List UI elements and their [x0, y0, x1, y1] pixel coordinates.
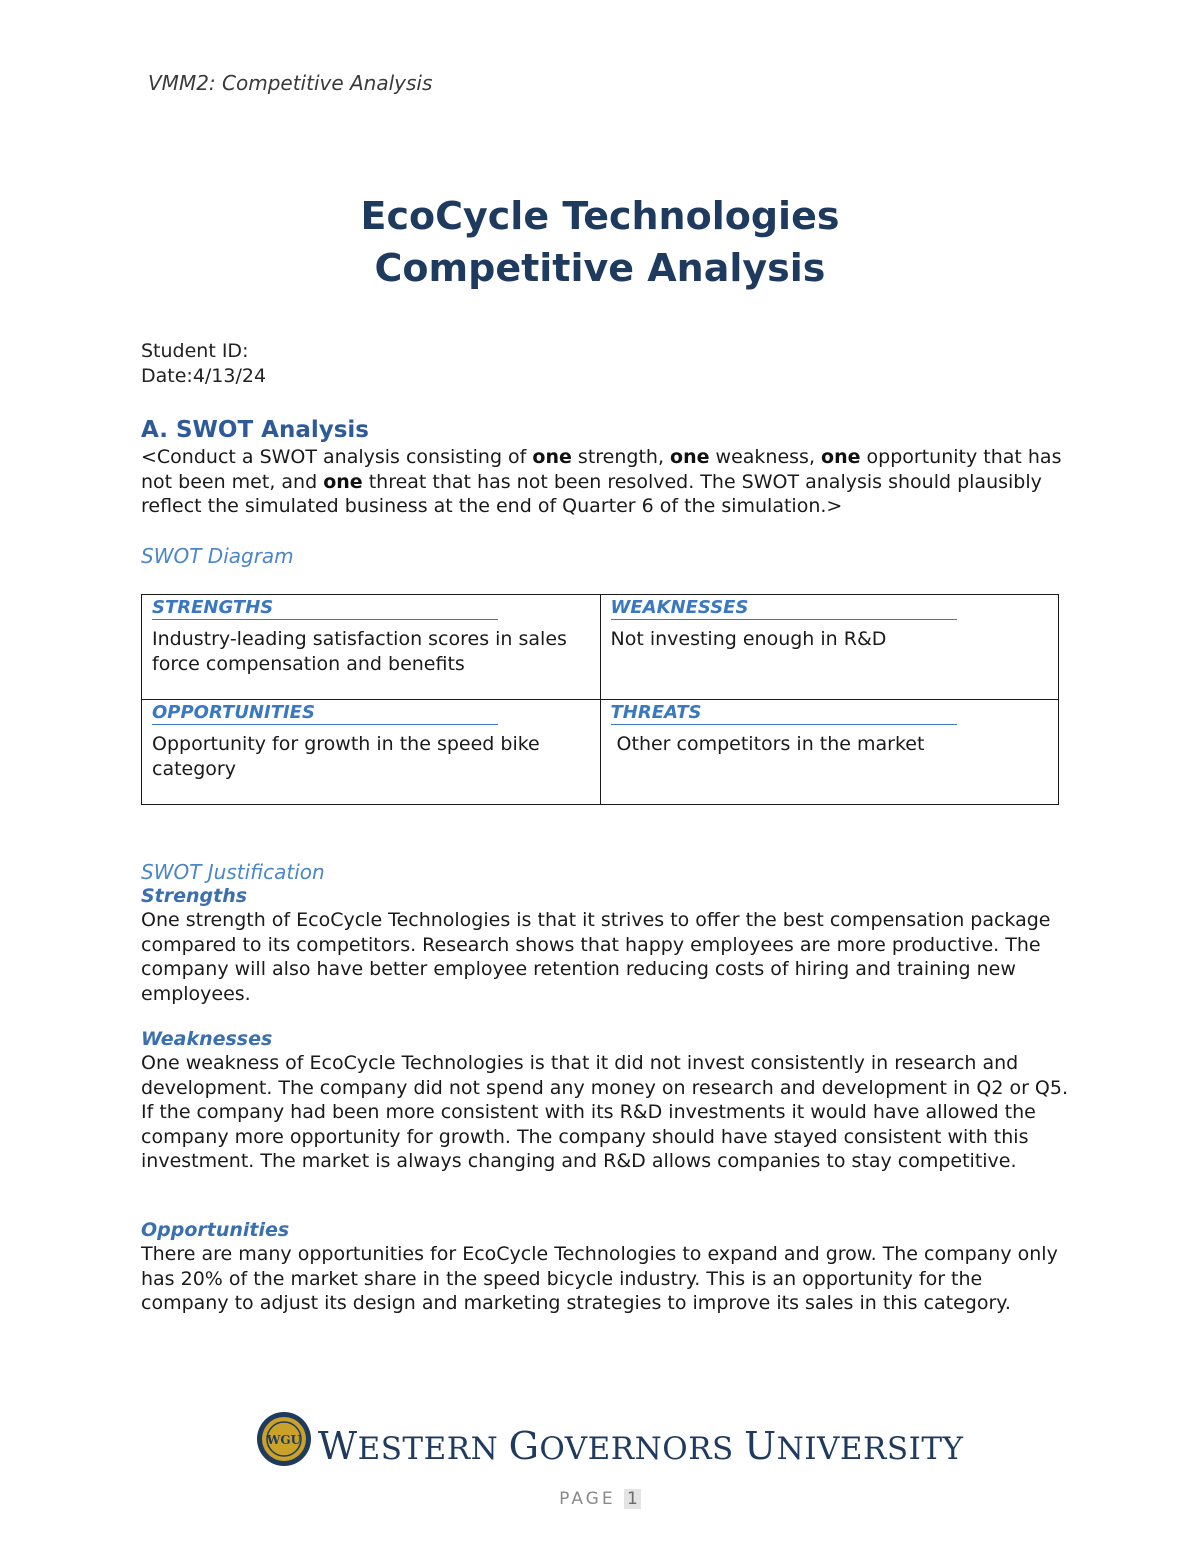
logo-letter-u: U — [744, 1424, 777, 1468]
swot-cell-weaknesses — [600, 595, 1059, 700]
section-a-heading: A. SWOT Analysis — [141, 417, 369, 443]
logo-letter-w: W — [318, 1424, 358, 1468]
student-meta — [141, 339, 266, 389]
instr-text-3: weakness, — [709, 446, 822, 468]
wgu-wordmark — [318, 1424, 964, 1468]
instr-bold-1: one — [532, 446, 572, 468]
wgu-seal-icon — [256, 1411, 312, 1467]
logo-word-niversity: NIVERSITY — [776, 1431, 964, 1467]
page-label: PAGE — [559, 1489, 616, 1509]
opportunities-heading: Opportunities — [141, 1219, 290, 1241]
swot-cell-strengths — [142, 595, 601, 700]
swot-instructions — [141, 445, 1071, 519]
date-line: Date:4/13/24 — [141, 365, 267, 387]
swot-justification-heading: SWOT Justification — [141, 860, 325, 884]
strengths-label: STRENGTHS — [152, 597, 498, 620]
logo-word-estern: ESTERN — [357, 1431, 509, 1467]
logo-word-overnors: OVERNORS — [539, 1431, 745, 1467]
student-id-line: Student ID: — [141, 340, 249, 362]
weaknesses-heading: Weaknesses — [141, 1028, 273, 1050]
threats-text: Other competitors in the market — [610, 733, 925, 755]
logo-letter-g: G — [508, 1424, 540, 1468]
instr-bold-4: one — [323, 470, 363, 493]
svg-text:WGU: WGU — [266, 1433, 302, 1447]
opportunities-text: Opportunity for growth in the speed bike category — [152, 733, 540, 780]
swot-cell-threats — [600, 700, 1059, 805]
instr-text-2: strength, — [571, 446, 671, 468]
running-header: VMM2: Competitive Analysis — [148, 71, 433, 95]
instr-text-5: threat that has not been resolved. The SWOT analysis should plausibly reflect the simulated business at the end of Quarter 6 of the simulation.> — [141, 470, 1042, 517]
strengths-text: Industry-leading satisfaction scores in sales force compensation and benefits — [152, 628, 567, 675]
instr-text-1: <Conduct a SWOT analysis consisting of — [141, 446, 533, 468]
instr-text-4: opportunity that has not been met, and — [141, 446, 1062, 493]
swot-diagram-heading: SWOT Diagram — [141, 544, 294, 568]
strengths-heading: Strengths — [141, 885, 248, 907]
weaknesses-text: Not investing enough in R&D — [610, 628, 887, 650]
title-line-2: Competitive Analysis — [374, 246, 826, 290]
strengths-paragraph: One strength of EcoCycle Technologies is that it strives to offer the best compensation package compared to its competitors. Research shows that happy employees are more productive. The company will also have better employee retention reducing costs of hiring and training new employees. — [141, 909, 1051, 1005]
page-number: 1 — [624, 1489, 641, 1509]
instr-bold-3: one — [821, 446, 861, 468]
opportunities-label: OPPORTUNITIES — [152, 702, 498, 725]
swot-cell-opportunities — [142, 700, 601, 805]
swot-table — [141, 594, 1059, 805]
document-title — [0, 190, 1200, 294]
threats-label: THREATS — [611, 702, 957, 725]
weaknesses-paragraph: One weakness of EcoCycle Technologies is that it did not invest consistently in research and development. The company did not spend any money on research and development in Q2 or Q5. If the company had been more consistent with its R&D investments it would have allowed the company more opportunity for growth. The company should have stayed consistent with this investment. The market is always changing and R&D allows companies to stay competitive. — [141, 1052, 1069, 1172]
opportunities-paragraph: There are many opportunities for EcoCycle Technologies to expand and grow. The company only has 20% of the market share in the speed bicycle industry. This is an opportunity for the company to adjust its design and marketing strategies to improve its sales in this category. — [141, 1243, 1058, 1314]
instr-bold-2: one — [670, 446, 710, 468]
page-footer — [0, 1489, 1200, 1509]
weaknesses-label: WEAKNESSES — [611, 597, 957, 620]
title-line-1: EcoCycle Technologies — [360, 194, 840, 238]
